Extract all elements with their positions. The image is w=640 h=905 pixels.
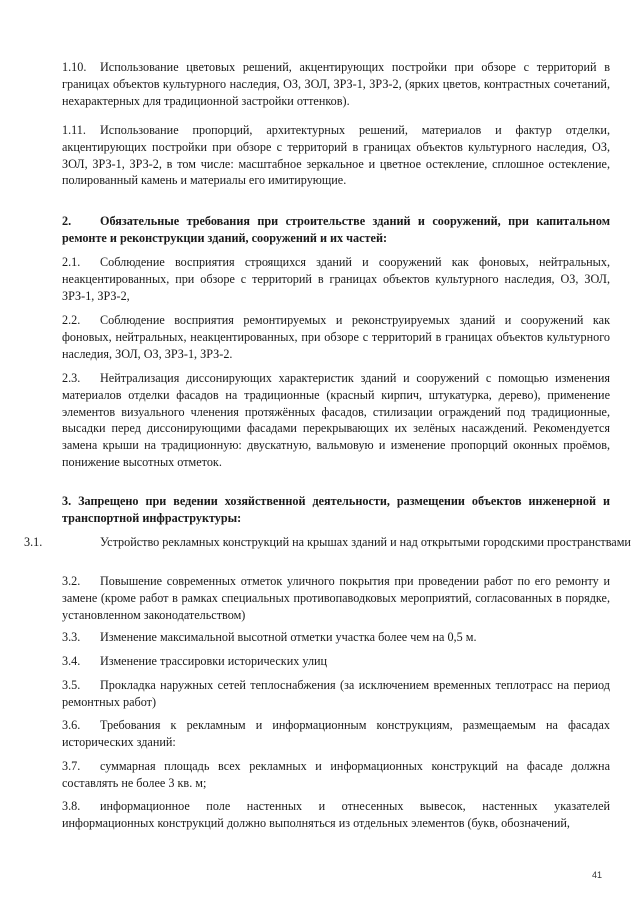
item-number: 3.1. (24, 535, 43, 549)
item-2-2 (62, 312, 610, 362)
item-number: 2.1. (62, 255, 81, 269)
section-title: 3. Запрещено при ведении хозяйственной деятельности, размещении объектов инженерной и транспортной инфраструктуры: (62, 494, 610, 525)
item-number: 3.2. (62, 574, 81, 588)
page-number: 41 (592, 870, 603, 880)
section-title: Обязательные требования при строительстве зданий и сооружений, при капитальном ремонте и реконструкции зданий, сооружений и их частей: (62, 214, 610, 245)
item-number: 2.2. (62, 313, 81, 327)
item-3-6 (62, 717, 610, 751)
item-2-1 (62, 254, 610, 304)
item-text: Прокладка наружных сетей теплоснабжения (за исключением временных теплотрасс на период ремонтных работ) (62, 678, 610, 709)
item-text: Нейтрализация диссонирующих характеристик зданий и сооружений с помощью изменения материалов отделки фасадов на традиционные (красный кирпич, штукатурка, дерево), применение элементов визуального членения протяжённых фасадов, стилизации ограждений под традиционные, высадки перед диссонирующими фасадами перекрывающих их зелёных насаждений. Рекомендуется замена крыши на традиционную: двускатную, вальмовую и изменение пропорций оконных проёмов, понижение высотных отметок. (62, 371, 610, 469)
item-number: 3.6. (62, 718, 81, 732)
item-number: 3.8. (62, 799, 81, 813)
item-number: 3.7. (62, 759, 81, 773)
section-3-heading (62, 493, 610, 527)
item-1-11 (62, 122, 610, 189)
section-2-heading (62, 213, 610, 247)
item-3-7 (62, 758, 610, 792)
item-text: Изменение трассировки исторических улиц (100, 654, 328, 668)
item-text: Изменение максимальной высотной отметки участка более чем на 0,5 м. (100, 630, 477, 644)
item-text: Устройство рекламных конструкций на крышах зданий и над открытыми городскими пространствами (100, 535, 631, 549)
item-text: Соблюдение восприятия строящихся зданий и сооружений как фоновых, нейтральных, неакцентированных, при обзоре с территорий в границах объектов культурного наследия, ОЗ, ЗОЛ, ЗРЗ-1, ЗРЗ-2, (62, 255, 610, 303)
item-number: 3.5. (62, 678, 81, 692)
item-text: Использование цветовых решений, акцентирующих постройки при обзоре с территорий в границах объектов культурного наследия, ОЗ, ЗОЛ, ЗРЗ-1, ЗРЗ-2, (ярких цветов, контрастных сочетаний, нехарактерных для традиционной застройки оттенков). (62, 60, 610, 108)
item-number: 2.3. (62, 371, 81, 385)
item-3-1 (24, 534, 640, 551)
item-text: Повышение современных отметок уличного покрытия при проведении работ по его ремонту и замене (кроме работ в рамках специальных противопаводковых мероприятий, согласованных в порядке, установленном законодательством) (62, 574, 610, 622)
item-text: Соблюдение восприятия ремонтируемых и реконструируемых зданий и сооружений как фоновых, нейтральных, неакцентированных, при обзоре с территорий в границах объектов культурного наследия, ЗОЛ, ОЗ, ЗРЗ-1, ЗРЗ-2. (62, 313, 610, 361)
item-number: 1.10. (62, 60, 87, 74)
item-3-2 (62, 573, 610, 623)
item-1-10 (62, 59, 610, 109)
item-3-8 (62, 798, 610, 832)
item-3-4 (62, 653, 610, 670)
section-number: 2. (62, 214, 72, 228)
item-number: 1.11. (62, 123, 86, 137)
item-text: Использование пропорций, архитектурных решений, материалов и фактур отделки, акцентирующих постройки при обзоре с территорий в границах объектов культурного наследия, ОЗ, ЗОЛ, ЗРЗ-1, ЗРЗ-2, в том числе: масштабное зеркальное и цветное остекление, сплошное остекление, полированный камень и материалы его имитирующие. (62, 123, 610, 188)
item-number: 3.3. (62, 630, 81, 644)
item-text: информационное поле настенных и отнесенных вывесок, настенных указателей информационных конструкций должно выполняться из отдельных элементов (букв, обозначений, (62, 799, 610, 830)
item-number: 3.4. (62, 654, 81, 668)
item-text: Требования к рекламным и информационным конструкциям, размещаемым на фасадах исторических зданий: (62, 718, 610, 749)
item-3-5 (62, 677, 610, 711)
item-2-3 (62, 370, 610, 471)
item-text: суммарная площадь всех рекламных и информационных конструкций на фасаде должна составлять не более 3 кв. м; (62, 759, 610, 790)
item-3-3 (62, 629, 610, 646)
